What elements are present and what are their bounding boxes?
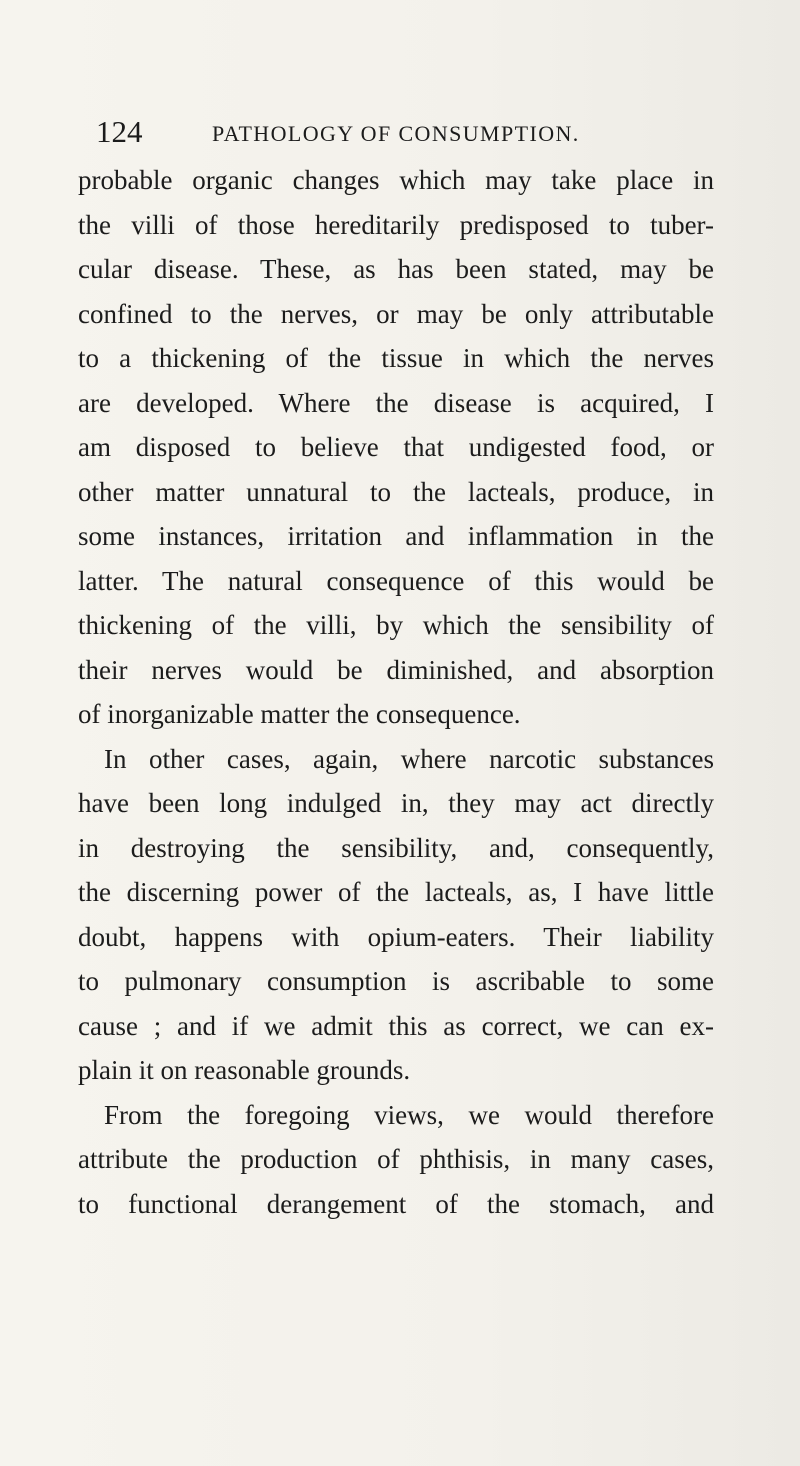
text-line: in destroying the sensibility, and, consequently,	[78, 832, 714, 863]
running-head	[96, 112, 716, 152]
body-text	[78, 158, 714, 1226]
text-line: From the foregoing views, we would therefore	[104, 1099, 714, 1130]
text-line: plain it on reasonable grounds.	[78, 1055, 411, 1085]
text-line: cause ; and if we admit this as correct, we can ex-	[78, 1010, 714, 1041]
text-line: doubt, happens with opium-eaters. Their liability	[78, 921, 714, 952]
text-line: probable organic changes which may take place in	[78, 165, 714, 195]
text-line: cular disease. These, as has been stated, may be	[78, 254, 714, 284]
text-line: to functional derangement of the stomach, and	[78, 1188, 714, 1219]
text-line: attribute the production of phthisis, in many cases,	[78, 1144, 714, 1174]
text-line: confined to the nerves, or may be only attributable	[78, 298, 714, 329]
text-line: their nerves would be diminished, and absorption	[78, 654, 714, 685]
running-title: PATHOLOGY OF CONSUMPTION.	[212, 121, 580, 146]
text-line: are developed. Where the disease is acquired, I	[78, 387, 714, 418]
text-line: the discerning power of the lacteals, as, I have little	[78, 877, 714, 907]
text-line: the villi of those hereditarily predisposed to tuber-	[78, 209, 714, 240]
text-line: latter. The natural consequence of this would be	[78, 565, 714, 596]
text-line: of inorganizable matter the consequence.	[78, 699, 521, 729]
text-line: some instances, irritation and inflammation in the	[78, 521, 714, 551]
text-line: other matter unnatural to the lacteals, produce, in	[78, 476, 714, 507]
page-number: 124	[96, 114, 143, 149]
text-line: to a thickening of the tissue in which the nerves	[78, 343, 714, 373]
text-line: have been long indulged in, they may act directly	[78, 788, 714, 818]
text-line: thickening of the villi, by which the sensibility of	[78, 610, 714, 640]
text-line: In other cases, again, where narcotic substances	[104, 743, 714, 774]
text-line: am disposed to believe that undigested food, or	[78, 432, 714, 462]
text-line: to pulmonary consumption is ascribable to some	[78, 966, 714, 996]
